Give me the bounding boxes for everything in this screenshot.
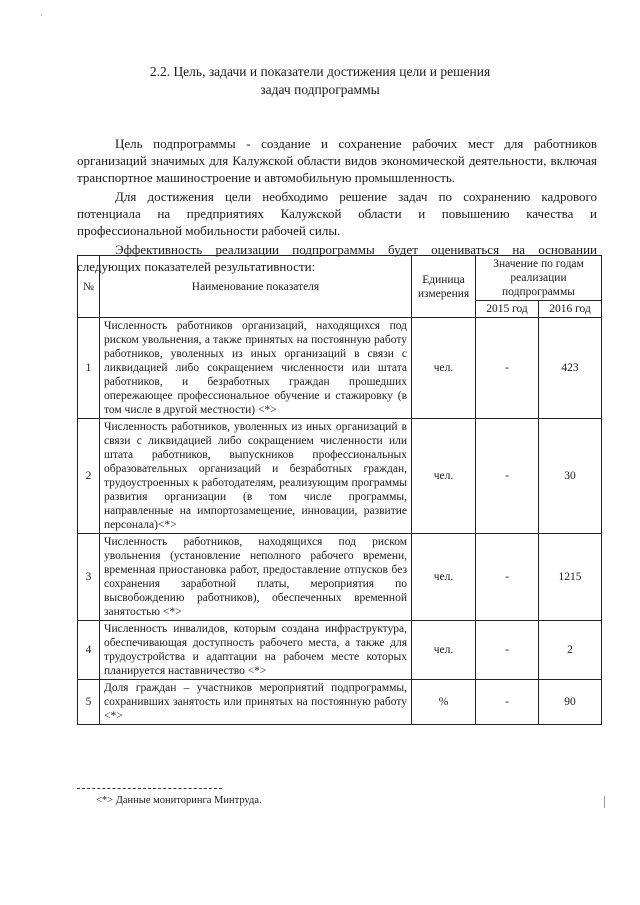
row-unit: чел.	[412, 621, 476, 680]
paragraph-efficiency: Эффективность реализации подпрограммы будет оцениваться на основании следующих показателей результативности:	[77, 242, 597, 274]
header-name: Наименование показателя	[100, 256, 412, 318]
row-unit: чел.	[412, 534, 476, 621]
row-unit: чел.	[412, 318, 476, 419]
row-num: 4	[78, 621, 100, 680]
header-year-2015: 2015 год	[476, 301, 539, 318]
row-value-2015: -	[476, 621, 539, 680]
row-value-2015: -	[476, 318, 539, 419]
table-header-row	[78, 256, 602, 301]
row-num: 5	[78, 680, 100, 725]
row-value-2015: -	[476, 680, 539, 725]
header-unit: Единица измерения	[412, 256, 476, 318]
footnote-separator	[77, 788, 222, 789]
row-name: Численность работников организаций, находящихся под риском увольнения, а также принятых на постоянную работу работников, уволенных из иных организаций в связи с ликвидацией либо сокращением численности или штата работников, и безработных граждан прошедших опережающее профессиональное обучение и стажировку (в том числе в другой местности) <*>	[100, 318, 412, 419]
heading-line-2: задач подпрограммы	[260, 82, 380, 97]
row-value-2016: 1215	[539, 534, 602, 621]
row-name: Численность работников, находящихся под риском увольнения (установление неполного рабочего времени, временная приостановка работ, предоставление отпусков без сохранения заработной платы, мероприятия по высвобождению работников), обеспеченных временной занятостью <*>	[100, 534, 412, 621]
row-value-2015: -	[476, 534, 539, 621]
row-value-2016: 423	[539, 318, 602, 419]
table-row	[78, 318, 602, 419]
row-value-2016: 90	[539, 680, 602, 725]
row-name: Численность инвалидов, которым создана инфраструктура, обеспечивающая доступность рабочего места, а также для трудоустройства и адаптации на рабочем месте которых планируется наставничество <*>	[100, 621, 412, 680]
row-num: 1	[78, 318, 100, 419]
header-values-group: Значение по годам реализации подпрограммы	[476, 256, 602, 301]
indicators-table	[77, 255, 602, 725]
row-value-2016: 30	[539, 419, 602, 534]
header-year-2016: 2016 год	[539, 301, 602, 318]
table-row	[78, 534, 602, 621]
heading-line-1: 2.2. Цель, задачи и показатели достижения цели и решения	[149, 64, 491, 79]
table-row	[78, 621, 602, 680]
row-unit: чел.	[412, 419, 476, 534]
row-unit: %	[412, 680, 476, 725]
table-row	[78, 419, 602, 534]
scan-speck-mark: ·	[40, 10, 43, 20]
table-row	[78, 680, 602, 725]
row-num: 3	[78, 534, 100, 621]
row-name: Численность работников, уволенных из иных организаций в связи с ликвидацией либо сокращением численности или штата работников, выпускников профессиональных образовательных организаций и безработных граждан, трудоустроенных к работодателям, реализующим программы развития организации (в том числе программы, направленные на импортозамещение, инновации, развитие персонала)<*>	[100, 419, 412, 534]
paragraph-tasks: Для достижения цели необходимо решение задач по сохранению кадрового потенциала на предприятиях Калужской области и повышению качества и профессиональной мобильности рабочей силы.	[77, 189, 597, 238]
paragraph-goal: Цель подпрограммы - создание и сохранение рабочих мест для работников организаций значимых для Калужской области видов экономической деятельности, включая транспортное машиностроение и автомобильную промышленность.	[77, 136, 597, 185]
scan-edge-mark	[604, 796, 605, 808]
row-value-2016: 2	[539, 621, 602, 680]
row-value-2015: -	[476, 419, 539, 534]
header-num: №	[78, 256, 100, 318]
row-name: Доля граждан – участников мероприятий подпрограммы, сохранивших занятость или принятых на постоянную работу <*>	[100, 680, 412, 725]
row-num: 2	[78, 419, 100, 534]
footnote: <*> Данные мониторинга Минтруда.	[96, 795, 262, 806]
section-heading	[100, 63, 540, 99]
